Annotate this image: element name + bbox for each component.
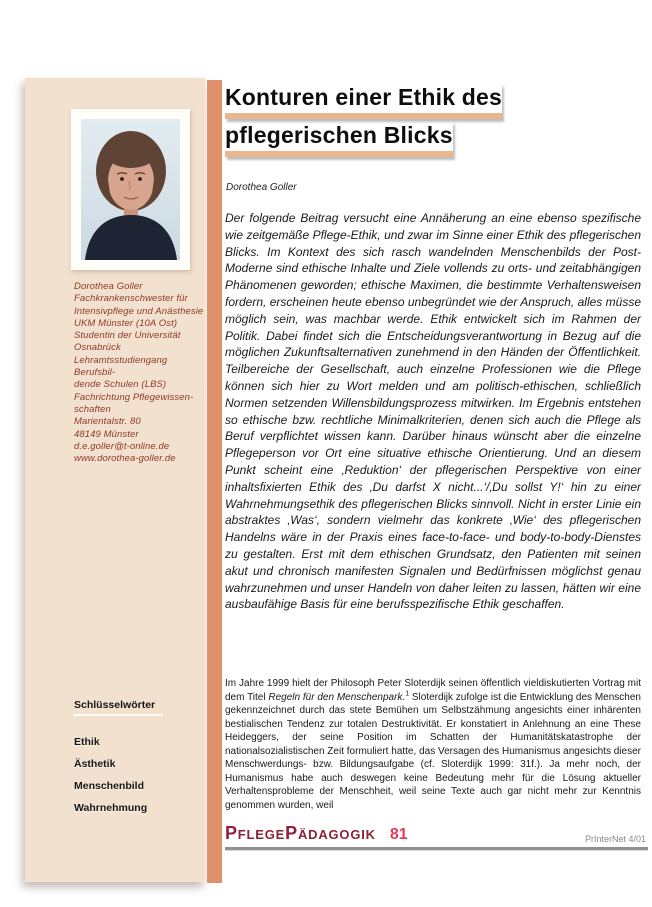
abstract-text: Der folgende Beitrag versucht eine Annäherung an eine ebenso spezifische wie zeitgemäße Pflege-Ethik, und zwar im Sinne einer Ethik des pflegerischen Blicks. Im Kontext des sich rasch wandelnden Menschenbilds der Post-Moderne sind ethische Inhalte und Ziele vollends zu orts- und zeitabhängigen Phänomenen geworden; ethische Maximen, die bestimmte Verhaltensweisen fordern, erscheinen heute ebenso unbegründet wie der Anspruch, alles müsse möglich sein, was machbar werde. Ethik entwickelt sich im Rahmen der Politik. Dabei findet sich die Entscheidungsverantwortung in Bezug auf die möglichen Zukunftsalternativen zunehmend in den Händen der Öffentlichkeit. Teilbereiche der Gesellschaft, auch einzelne Professionen wie die Pflege können sich hier zu Wort melden und am politisch-ethischen, schließlich Normen setzenden Willensbildungsprozess mitwirken. Im Ergebnis entstehen so ethische bzw. rechtliche Minimalkriterien, denen sich auch die Pflege als Beruf verpflichtet wissen kann. Darüber hinaus wünscht aber die einzelne Pflegeperson vor Ort eine situative ethische Orientierung. Und an diesem Punkt scheint eine ‚Reduktion‘ der pflegerischen Perspektive von einer inhaltsfixierten Ethik des ‚Du darfst X nicht...‘/‚Du sollst Y!‘ hin zu einer Wahrnehmungsethik des pflegerischen Blicks sinnvoll. Nicht in erster Linie ein abstraktes ‚Was‘, sondern vielmehr das konkrete ‚Wie‘ des pflegerischen Handelns wäre in der Praxis eines face-to-face- und body-to-body-Dienstes zu gestalten. Erst mit dem ethischen Grundsatz, den Patienten mit seinen akut und chronisch manifesten Signalen und Bedürfnissen möglichst genau wahrzunehmen und unser Handeln von daher leiten zu lassen, hätten wir eine ausbaufähige Basis für eine berufsspezifische Ethik geschaffen.: [225, 211, 641, 612]
keywords-heading: Schlüsselwörter: [74, 699, 163, 716]
bio-line-author-name: Dorothea Goller: [74, 281, 143, 292]
bio-line: Fachkrankenschwester für: [74, 293, 188, 305]
author-byline: Dorothea Goller: [226, 182, 297, 193]
keyword-ethik: Ethik: [74, 736, 100, 748]
footnote-superscript: 1: [405, 690, 410, 698]
keyword-aesthetik: Ästhetik: [74, 758, 116, 770]
journal-section-title: PflegePädagogik: [225, 823, 376, 843]
page-footer: [225, 823, 648, 845]
keyword-wahrnehmung: Wahrnehmung: [74, 802, 148, 814]
bio-line: UKM Münster (10A Ost): [74, 317, 178, 329]
author-bio: [74, 281, 209, 465]
journal-issue: PrInterNet 4/01: [584, 834, 646, 844]
body-text-before: Im Jahre 1999 hielt der Philosoph Peter Sloterdijk seinen öffentlich vieldiskutierten Vortrag mit dem Titel: [225, 678, 641, 703]
keywords-list: [74, 737, 147, 825]
bio-line-city: 48149 Münster: [74, 428, 139, 440]
bio-line: dende Schulen (LBS): [74, 379, 167, 391]
bio-line: Osnabrück: [74, 342, 121, 354]
body-paragraph: [225, 677, 641, 812]
author-photo-frame: [71, 109, 190, 270]
bio-line: schaften: [74, 403, 111, 415]
page-number: 81: [389, 826, 408, 843]
book-title-italic: Regeln für den Menschenpark.: [268, 691, 406, 703]
bio-line: Intensivpflege und Anästhesie: [74, 305, 204, 317]
author-photo: [81, 119, 180, 260]
article-title-line1: Konturen einer Ethik des: [225, 84, 502, 119]
body-text-after: Sloterdijk zufolge ist die Entwicklung des Menschen gekennzeichnet durch das stete Bemühen um Selbstzähmung angesichts einer inhärenten bestialischen Tendenz zur totalen Destruktivität. Er konstatiert in Anlehnung an eine These Heideggers, der seine Position im Schatten der Humanitätskatastrophe der nationalsozialistischen Zeit formuliert hatte, das Versagen des Humanismus angesichts dieser Menschwerdungs- bzw. Bildungsaufgabe (cf. Sloterdijk 1999: 31f.). Ja mehr noch, der Humanismus habe auch deswegen keine Bedeutung mehr für die Lösung aktueller Verhaltensprobleme der Menschheit, weil seine Texte auch gar nicht mehr zur Kenntnis genommen wurden, weil: [225, 691, 641, 811]
bio-line: Fachrichtung Pflegewissen-: [74, 391, 194, 403]
article-title-line2: pflegerischen Blicks: [225, 122, 453, 157]
bio-line: Lehramtsstudiengang Berufsbil-: [74, 354, 168, 379]
bio-line: Studentin der Universität: [74, 330, 181, 342]
email-text: d.e.goller@t-online.de: [74, 440, 170, 452]
website-text: www.dorothea-goller.de: [74, 453, 176, 465]
accent-divider-bar: [207, 80, 222, 883]
footer-rule: [225, 847, 648, 851]
bio-line-address: Marientalstr. 80: [74, 416, 141, 428]
author-sidebar: [25, 78, 205, 882]
keyword-menschenbild: Menschenbild: [74, 780, 145, 792]
